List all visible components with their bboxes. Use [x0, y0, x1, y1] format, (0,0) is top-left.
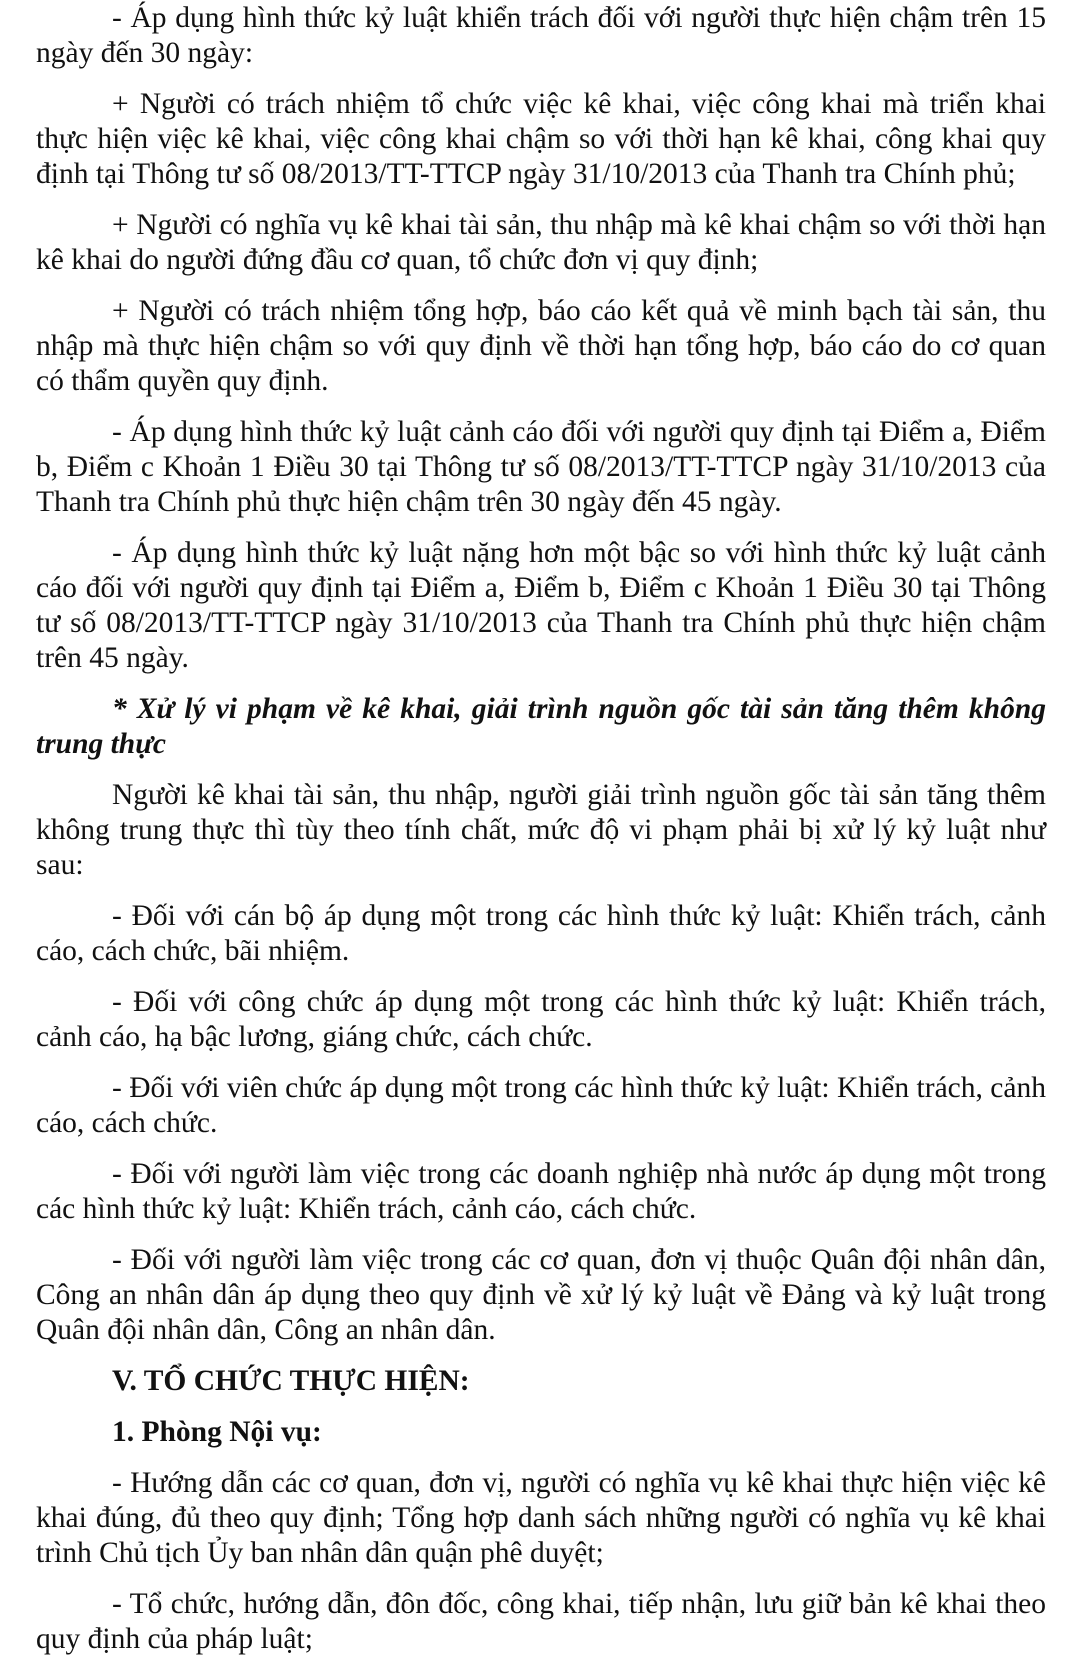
paragraph-state-enterprise-discipline: - Đối với người làm việc trong các doanh nghiệp nhà nước áp dụng một trong các hình thức kỷ luật: Khiển trách, cảnh cáo, cách chức.: [36, 1158, 1046, 1225]
paragraph-dishonest-declaration-intro: Người kê khai tài sản, thu nhập, người giải trình nguồn gốc tài sản tăng thêm không trung thực thì tùy theo tính chất, mức độ vi phạm phải bị xử lý kỷ luật như sau:: [36, 779, 1046, 881]
paragraph-guidance-declaration: - Hướng dẫn các cơ quan, đơn vị, người có nghĩa vụ kê khai thực hiện việc kê khai đúng, đủ theo quy định; Tổng hợp danh sách những người có nghĩa vụ kê khai trình Chủ tịch Ủy ban nhân dân quận phê duyệt;: [36, 1467, 1046, 1569]
section-heading-dishonest-declaration: * Xử lý vi phạm về kê khai, giải trình nguồn gốc tài sản tăng thêm không trung thực: [36, 693, 1046, 760]
paragraph-public-employees-discipline: - Đối với viên chức áp dụng một trong các hình thức kỷ luật: Khiển trách, cảnh cáo, cách chức.: [36, 1072, 1046, 1139]
paragraph-army-police-discipline: - Đối với người làm việc trong các cơ quan, đơn vị thuộc Quân đội nhân dân, Công an nhân dân áp dụng theo quy định về xử lý kỷ luật về Đảng và kỷ luật trong Quân đội nhân dân, Công an nhân dân.: [36, 1244, 1046, 1346]
paragraph-officials-discipline: - Đối với cán bộ áp dụng một trong các hình thức kỷ luật: Khiển trách, cảnh cáo, cách chức, bãi nhiệm.: [36, 900, 1046, 967]
paragraph-organizer-late-declaration: + Người có trách nhiệm tổ chức việc kê khai, việc công khai mà triển khai thực hiện việc kê khai, việc công khai chậm so với thời hạn kê khai, công khai quy định tại Thông tư số 08/2013/TT-TTCP ngày 31/10/2013 của Thanh tra Chính phủ;: [36, 88, 1046, 190]
paragraph-heavier-late-over-45-days: - Áp dụng hình thức kỷ luật nặng hơn một bậc so với hình thức kỷ luật cảnh cáo đối với người quy định tại Điểm a, Điểm b, Điểm c Khoản 1 Điều 30 tại Thông tư số 08/2013/TT-TTCP ngày 31/10/2013 của Thanh tra Chính phủ thực hiện chậm trên 45 ngày.: [36, 537, 1046, 674]
paragraph-warning-late-30-45-days: - Áp dụng hình thức kỷ luật cảnh cáo đối với người quy định tại Điểm a, Điểm b, Điểm c Khoản 1 Điều 30 tại Thông tư số 08/2013/TT-TTCP ngày 31/10/2013 của Thanh tra Chính phủ thực hiện chậm trên 30 ngày đến 45 ngày.: [36, 416, 1046, 518]
paragraph-civil-servants-discipline: - Đối với công chức áp dụng một trong các hình thức kỷ luật: Khiển trách, cảnh cáo, hạ bậc lương, giáng chức, cách chức.: [36, 986, 1046, 1053]
paragraph-reprimand-late-15-30-days: - Áp dụng hình thức kỷ luật khiển trách đối với người thực hiện chậm trên 15 ngày đến 30 ngày:: [36, 2, 1046, 69]
section-heading-implementation: V. TỔ CHỨC THỰC HIỆN:: [112, 1365, 470, 1397]
paragraph-organize-receive-store: - Tổ chức, hướng dẫn, đôn đốc, công khai, tiếp nhận, lưu giữ bản kê khai theo quy định của pháp luật;: [36, 1588, 1046, 1655]
paragraph-reporter-late: + Người có trách nhiệm tổng hợp, báo cáo kết quả về minh bạch tài sản, thu nhập mà thực hiện chậm so với quy định về thời hạn tổng hợp, báo cáo do cơ quan có thẩm quyền quy định.: [36, 295, 1046, 397]
document-page: [36, 0, 1046, 1655]
paragraph-declarant-late: + Người có nghĩa vụ kê khai tài sản, thu nhập mà kê khai chậm so với thời hạn kê khai do người đứng đầu cơ quan, tổ chức đơn vị quy định;: [36, 209, 1046, 276]
subsection-heading-home-affairs: 1. Phòng Nội vụ:: [112, 1416, 322, 1448]
